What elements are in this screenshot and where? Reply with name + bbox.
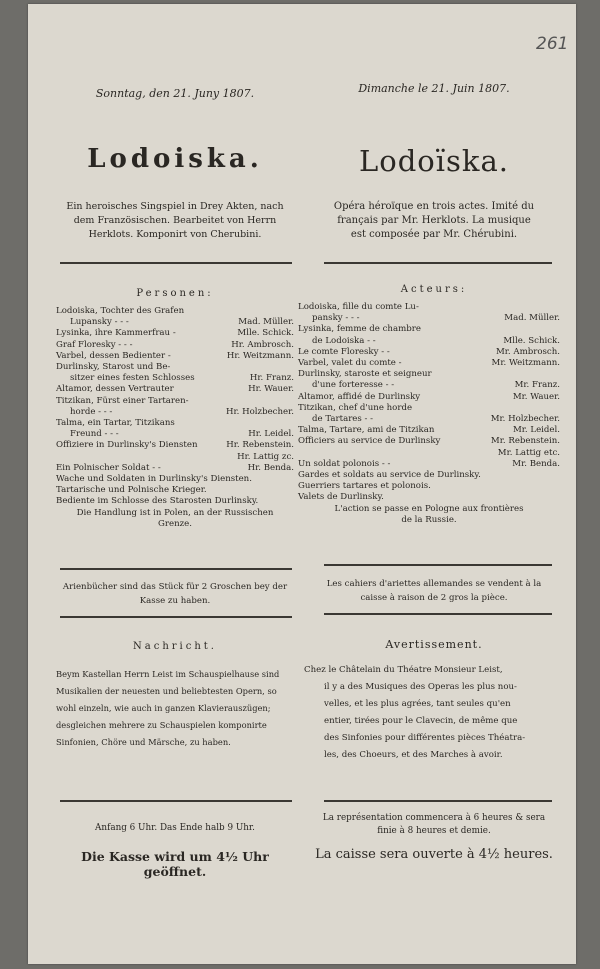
french-times: La représentation commencera à 6 heures & sera finie à 8 heures et demie.: [322, 813, 546, 836]
cast-row: Varbel, valet du comte - Mr. Weitzmann.: [298, 358, 560, 369]
french-cast-heading: Acteurs:: [400, 284, 468, 295]
cast-tail-line: Tartarische und Polnische Krieger.: [56, 485, 207, 496]
archive-number: 261: [536, 34, 569, 54]
german-times: Anfang 6 Uhr. Das Ende halb 9 Uhr.: [95, 823, 255, 833]
subtitle-line: Herklots. Komponirt von Cherubini.: [88, 229, 262, 240]
french-notice: Chez le Châtelain du Théatre Monsieur Leist, il y a des Musiques des Operas les plus nou- velles, et les plus agrées, tant seules qu'en entier, tirées pour le Clavecin, de même que des Sinfonies pour différentes pièces Théatra- les, des Choeurs, et des Marches à avoir.: [304, 665, 526, 760]
cast-row: Officiers au service de Durlinsky Mr. Rebenstein.: [298, 436, 560, 447]
cast-row: de Lodoiska - - Mlle. Schick.: [312, 335, 560, 346]
cast-row: Lupansky - - - Mad. Müller.: [70, 317, 294, 328]
french-title: Lodoïska.: [359, 144, 509, 178]
cast-row: Varbel, dessen Bedienter - Hr. Weitzmann.: [56, 350, 294, 361]
cast-row: d'une forteresse - - Mr. Franz.: [312, 380, 560, 391]
german-notice: Beym Kastellan Herrn Leist im Schauspielhause sind Musikalien der neuesten und beliebtesten Opern, so wohl einzeln, wie auch in ganzen Klavierauszügen; desgleichen mehrere zu Schauspielen komponirte Sinfonien, Chöre und Märsche, zu haben.: [56, 669, 280, 747]
german-cast-list: [56, 306, 294, 530]
subtitle-line: Ein heroisches Singspiel in Drey Akten, nach: [66, 201, 284, 212]
subtitle-line: français par Mr. Herklots. La musique: [337, 215, 531, 226]
setting-line: L'action se passe en Pologne aux frontières: [334, 503, 524, 514]
french-box-office: La caisse sera ouverte à 4½ heures.: [315, 847, 553, 862]
cast-row: Lysinka, femme de chambre: [298, 324, 421, 335]
cast-row: sitzer eines festen Schlosses Hr. Franz.: [70, 373, 294, 384]
cast-row: Durlinsky, staroste et seigneur: [298, 369, 432, 380]
divider: [60, 616, 292, 618]
divider: [324, 800, 552, 802]
french-notice-heading: Avertissement.: [385, 638, 483, 651]
cast-row: Mr. Lattig etc.: [497, 447, 560, 458]
cast-row: Lysinka, ihre Kammerfrau - Mlle. Schick.: [56, 328, 294, 339]
cast-tail-line: Bediente im Schlosse des Starosten Durlinsky.: [56, 496, 259, 507]
german-title: Lodoiska.: [87, 144, 263, 174]
divider: [324, 564, 552, 566]
cast-tail-line: Guerriers tartares et polonois.: [298, 481, 431, 492]
german-books-note: Arienbücher sind das Stück für 2 Groschen bey der Kasse zu haben.: [62, 582, 288, 606]
subtitle-line: Opéra héroïque en trois actes. Imité du: [333, 201, 535, 212]
playbill-sheet: [28, 4, 576, 964]
german-subtitle: [56, 200, 294, 242]
cast-row: Hr. Lattig zc.: [237, 451, 294, 462]
subtitle-line: est composée par Mr. Chérubini.: [350, 229, 518, 240]
setting-line: Die Handlung ist in Polen, an der Russischen: [76, 507, 274, 518]
cast-row: de Tartares - - Mr. Holzbecher.: [312, 414, 560, 425]
setting-line: de la Russie.: [401, 514, 457, 525]
cast-row: pansky - - - Mad. Müller.: [312, 313, 560, 324]
cast-row: Offiziere in Durlinsky's Diensten Hr. Rebenstein.: [56, 440, 294, 451]
cast-row: Altamor, dessen Vertrauter Hr. Wauer.: [56, 384, 294, 395]
divider: [324, 613, 552, 615]
cast-tail-line: Gardes et soldats au service de Durlinsky.: [298, 470, 481, 481]
cast-row: Graf Floresky - - - Hr. Ambrosch.: [56, 339, 294, 350]
cast-tail-line: Valets de Durlinsky.: [298, 492, 384, 503]
cast-row: horde - - - Hr. Holzbecher.: [70, 406, 294, 417]
cast-row: Le comte Floresky - - Mr. Ambrosch.: [298, 346, 560, 357]
cast-row: Un soldat polonois - - Mr. Benda.: [298, 458, 560, 469]
setting-line: Grenze.: [158, 518, 192, 529]
german-box-office: Die Kasse wird um 4½ Uhr geöffnet.: [81, 849, 269, 879]
german-date: Sonntag, den 21. Juny 1807.: [95, 87, 255, 100]
cast-row: Titzikan, chef d'une horde: [298, 402, 413, 413]
french-subtitle: [304, 200, 564, 242]
cast-row: Altamor, affidé de Durlinsky Mr. Wauer.: [298, 391, 560, 402]
german-notice-heading: Nachricht.: [133, 641, 217, 652]
cast-row: Talma, Tartare, ami de Titzikan Mr. Leidel.: [298, 425, 560, 436]
divider: [324, 262, 552, 264]
french-date: Dimanche le 21. Juin 1807.: [358, 82, 510, 95]
cast-row: Lodoiska, Tochter des Grafen: [56, 306, 185, 316]
cast-tail-line: Wache und Soldaten in Durlinsky's Diensten.: [56, 474, 252, 485]
divider: [60, 568, 292, 570]
french-books-note: Les cahiers d'ariettes allemandes se vendent à la caisse à raison de 2 gros la pièce.: [326, 579, 542, 603]
cast-row: Durlinsky, Starost und Be-: [56, 362, 171, 373]
divider: [60, 262, 292, 264]
cast-row: Freund - - - Hr. Leidel.: [70, 429, 294, 440]
cast-row: Lodoiska, fille du comte Lu-: [298, 302, 419, 312]
french-column: [298, 4, 564, 964]
cast-row: Talma, ein Tartar, Titzikans: [56, 418, 175, 429]
cast-row: Ein Polnischer Soldat - - Hr. Benda.: [56, 462, 294, 473]
cast-row: Titzikan, Fürst einer Tartaren-: [56, 395, 189, 406]
french-cast-list: [298, 302, 560, 526]
german-cast-heading: Personen:: [136, 288, 214, 299]
german-column: [56, 4, 294, 964]
divider: [60, 800, 292, 802]
subtitle-line: dem Französischen. Bearbeitet von Herrn: [73, 215, 277, 226]
